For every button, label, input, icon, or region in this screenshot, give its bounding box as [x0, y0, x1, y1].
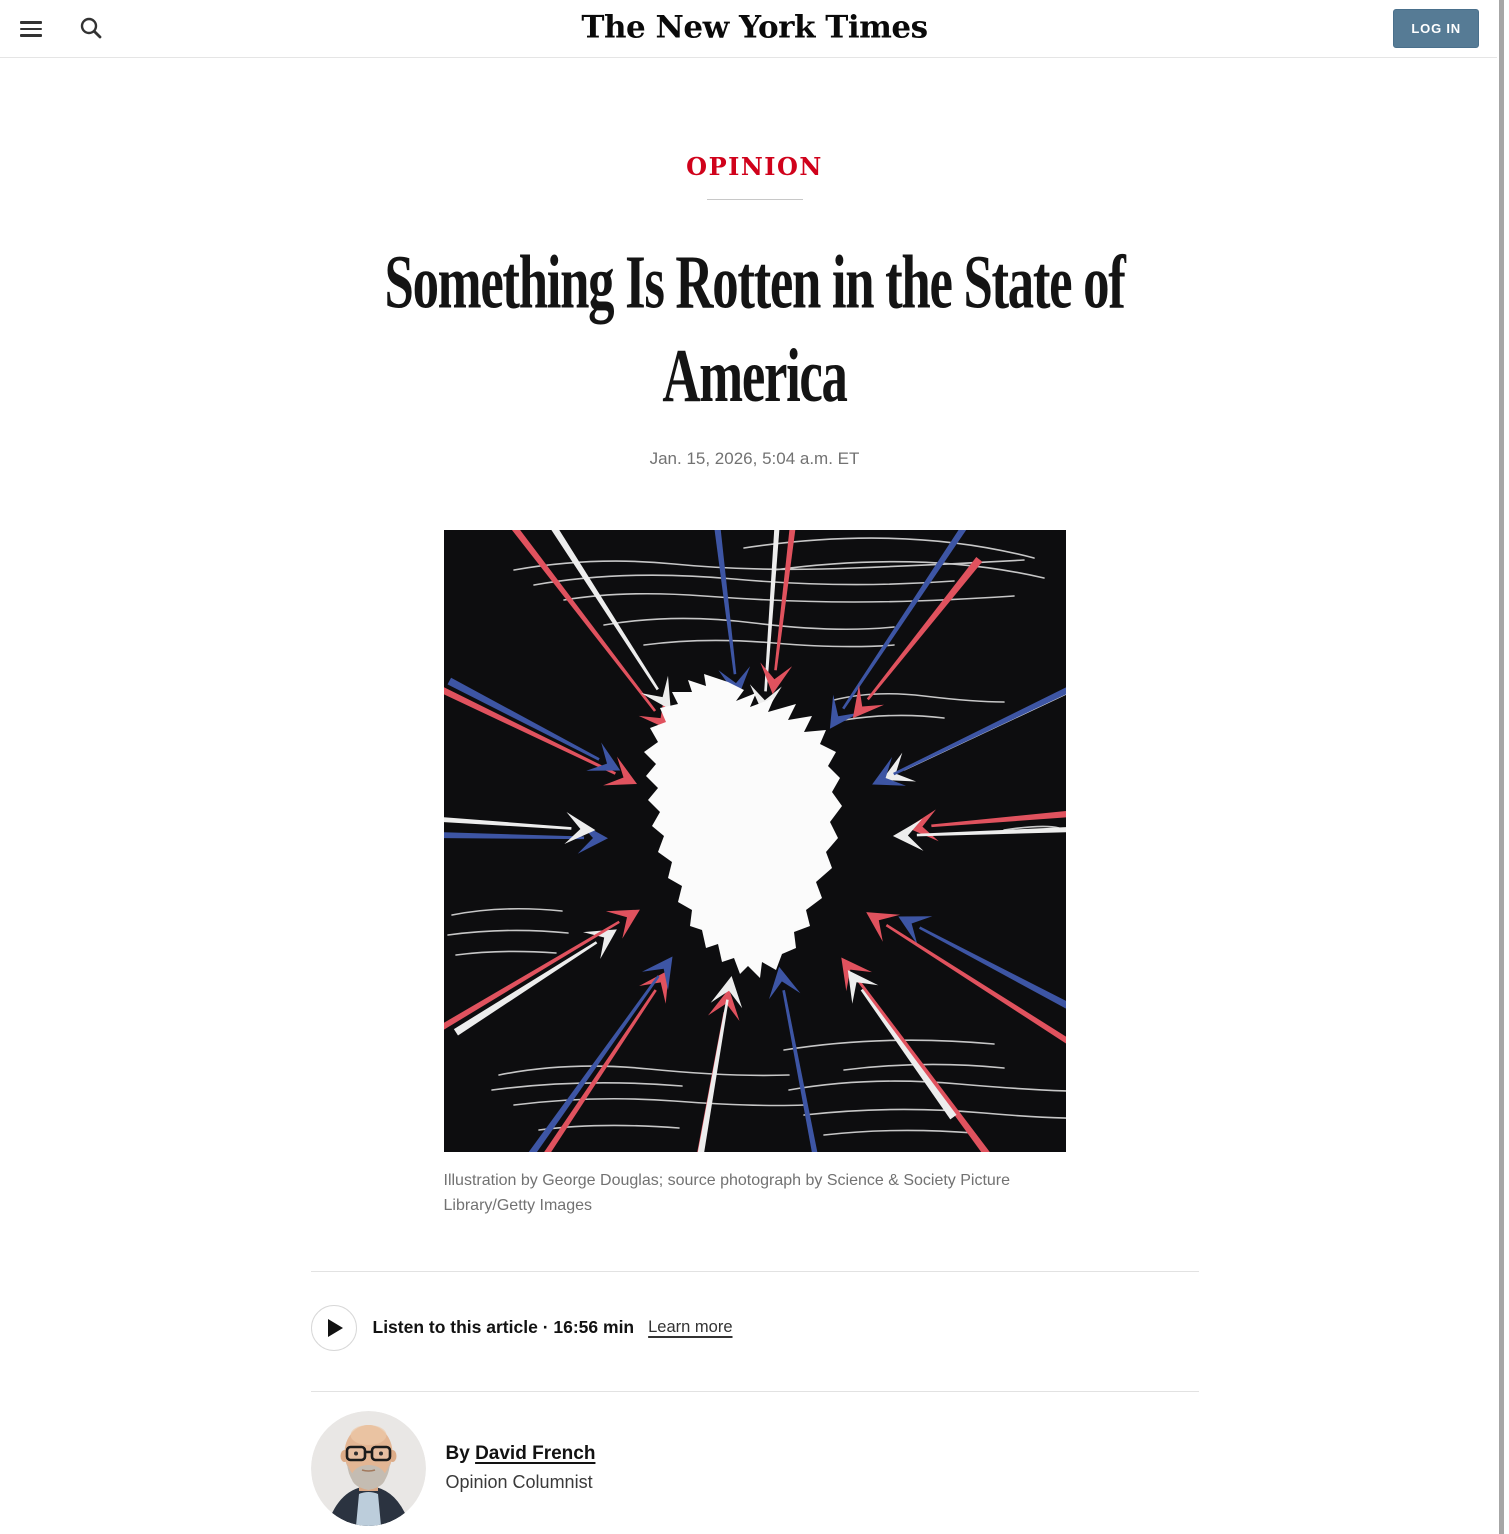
login-button[interactable]: LOG IN: [1393, 9, 1479, 48]
listen-label-text: Listen to this article: [372, 1317, 538, 1338]
scrollbar-track: [1497, 0, 1509, 1534]
listen-label: [373, 1317, 635, 1338]
play-icon: [328, 1319, 343, 1337]
nyt-logo[interactable]: The New York Times: [581, 9, 928, 46]
article-headline: [91, 236, 1419, 423]
hamburger-bar: [20, 28, 42, 31]
scrollbar-thumb[interactable]: [1499, 0, 1504, 1534]
listen-to-article-bar: [311, 1305, 1199, 1351]
author-portrait: [311, 1411, 426, 1526]
publish-date: Jan. 15, 2026, 5:04 a.m. ET: [649, 449, 860, 469]
hero-illustration: [444, 530, 1066, 1152]
headline-line-2: America: [662, 333, 847, 418]
hamburger-bar: [20, 21, 42, 24]
search-icon[interactable]: [76, 14, 106, 44]
article: [0, 58, 1509, 1526]
play-button[interactable]: [311, 1305, 357, 1351]
byline-author: [446, 1443, 596, 1465]
hero-figure: [444, 530, 1066, 1219]
hamburger-bar: [20, 34, 42, 37]
author-role: Opinion Columnist: [445, 1472, 593, 1493]
author-link[interactable]: David French: [475, 1443, 596, 1465]
listen-duration: 16:56 min: [553, 1317, 635, 1338]
image-caption: Illustration by George Douglas; source photograph by Science & Society Picture Library/Getty Images: [443, 1172, 1011, 1215]
section-divider: [311, 1271, 1199, 1272]
kicker-divider: [707, 199, 803, 200]
section-kicker-opinion[interactable]: OPINION: [686, 152, 823, 181]
search-icon-glyph: [78, 15, 104, 41]
section-divider: [311, 1391, 1199, 1392]
listen-separator: ·: [542, 1317, 549, 1338]
top-bar: [0, 0, 1509, 58]
byline-prefix: By: [445, 1443, 470, 1465]
byline-text: [446, 1443, 596, 1493]
hamburger-menu-icon[interactable]: [16, 14, 46, 44]
headline-line-1: Something Is Rotten in the State of: [384, 239, 1125, 325]
byline: [311, 1411, 1199, 1526]
learn-more-link[interactable]: Learn more: [648, 1318, 733, 1337]
author-avatar[interactable]: [311, 1411, 426, 1526]
